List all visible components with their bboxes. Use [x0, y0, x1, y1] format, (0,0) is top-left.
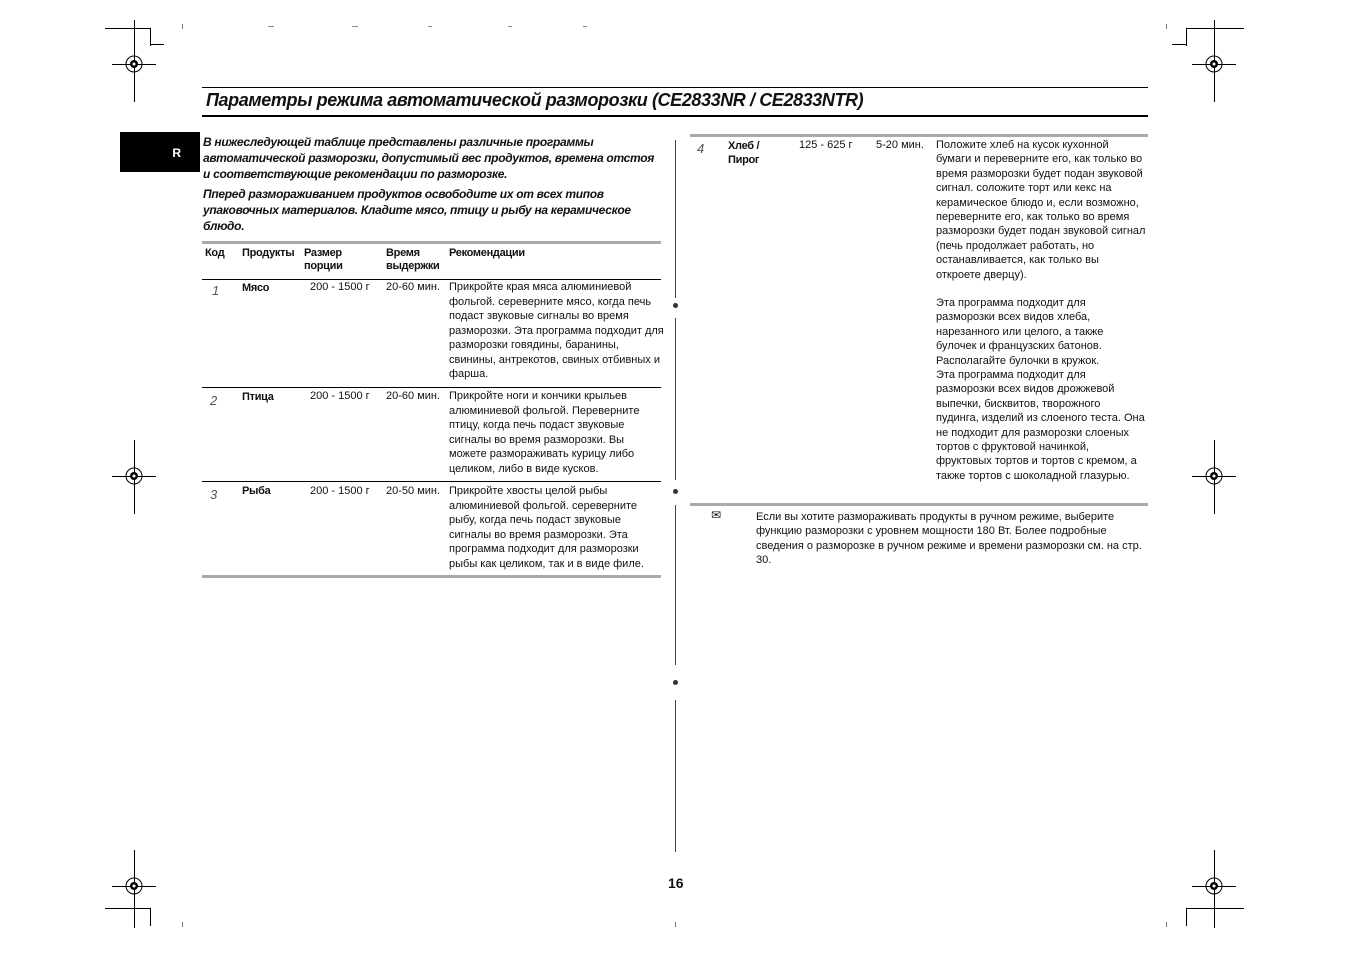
divider-dot [673, 303, 678, 308]
table-bottom-rule [202, 575, 661, 578]
center-divider [675, 505, 676, 665]
title-top-rule [202, 87, 1148, 88]
row-product: Рыба [242, 485, 271, 497]
language-tab-label: R [172, 146, 181, 160]
row-time: 5-20 мин. [876, 139, 924, 151]
page-title: Параметры режима автоматической разморозки (CE2833NR / CE2833NTR) [206, 90, 864, 110]
center-divider [675, 140, 676, 298]
header-recommendations: Рекомендации [449, 247, 525, 259]
intro-paragraph-1: В нижеследующей таблице представлены различные программы автоматической разморозки, допустимый вес продуктов, времена отстоя и соответствующие рекомендации по разморозке. [203, 135, 655, 181]
table-top-rule [202, 241, 661, 244]
row-time: 20-60 мин. [386, 390, 441, 402]
row-portion: 200 - 1500 г [310, 281, 370, 293]
row-time: 20-50 мин. [386, 485, 441, 497]
row-divider [202, 387, 661, 388]
row-product-line2: Пирог [728, 154, 760, 166]
row-product [728, 139, 759, 167]
row-portion: 125 - 625 г [799, 139, 853, 151]
row-portion: 200 - 1500 г [310, 485, 370, 497]
header-portion-line2: порции [304, 260, 343, 272]
row-code: 2 [210, 393, 218, 408]
row-product-line1: Хлеб / [728, 140, 760, 152]
row-code: 4 [697, 141, 705, 156]
row-recommendation: Прикройте края мяса алюминиевой фольгой. сереверните мясо, когда печь подаст звуковые сигналы во время разморозки. Эта программа подходит для разморозки говядины, баранины, свинины, антрекотов, свиных отбивных и фарша. [449, 281, 664, 380]
table-top-rule [690, 134, 1148, 137]
row-recommendation-3: Эта программа подходит для разморозки всех видов дрожжевой выпечки, бисквитов, творожного пудинга, изделий из слоеного теста. Она не подходит для разморозки слоеных тортов с фруктовой начинкой, фруктовых тортов и тортов с кремом, а также тортов с шоколадной глазурью. [936, 369, 1145, 482]
row-recommendation: Прикройте ноги и кончики крыльев алюминиевой фольгой. Переверните птицу, когда печь подаст звуковые сигналы во время разморозки. Вы можете размораживать курицу либо целиком, либо в виде кусков. [449, 390, 640, 475]
header-portion-line1: Размер [304, 247, 342, 259]
page-number: 16 [668, 875, 684, 891]
row-portion: 200 - 1500 г [310, 390, 370, 402]
header-products: Продукты [242, 247, 295, 259]
row-divider [202, 481, 661, 482]
row-recommendation-2: Эта программа подходит для разморозки всех видов хлеба, нарезанного или целого, а также булочек и французских батонов. Располагайте булочки в кружок. [936, 297, 1104, 367]
center-divider [675, 700, 676, 852]
header-time-line1: Время [386, 247, 420, 259]
header-portion [304, 247, 343, 273]
row-product: Мясо [242, 282, 270, 294]
center-divider [675, 318, 676, 480]
table-bottom-rule [690, 503, 1148, 506]
divider-dot [673, 680, 678, 685]
row-code: 3 [210, 487, 218, 502]
header-time [386, 247, 440, 273]
divider-dot [673, 489, 678, 494]
header-code: Код [205, 247, 225, 259]
header-time-line2: выдержки [386, 260, 440, 272]
title-bottom-rule [202, 115, 1148, 117]
row-recommendation: Прикройте хвосты целой рыбы алюминиевой фольгой. сереверните рыбу, когда печь подаст звуковые сигналы во время разморозки. Эта программа подходит для разморозки рыбы как целиком, так и в виде филе. [449, 485, 644, 570]
row-product: Птица [242, 391, 274, 403]
row-recommendation: Положите хлеб на кусок кухонной бумаги и переверните его, как только во время разморозки будет подан звуковой сигнал. соложите торт или кекс на керамическое блюдо и, если возможно, переверните его, как только во время разморозки будет подан звуковой сигнал (печь продолжает работать, но останавливается, как только вы откроете дверцу). [936, 139, 1146, 281]
row-time: 20-60 мин. [386, 281, 441, 293]
row-code: 1 [212, 283, 220, 298]
language-tab [120, 132, 200, 172]
intro-paragraph-2: Пперед размораживанием продуктов освободите их от всех типов упаковочных материалов. Кладите мясо, птицу и рыбу на керамическое блюдо. [203, 187, 631, 233]
note-icon: ✉ [711, 508, 722, 522]
note-text: Если вы хотите размораживать продукты в ручном режиме, выберите функцию разморозки с уровнем мощности 180 Вт. Более подробные сведения о разморозке в ручном режиме и времени разморозки см. на стр. 30. [756, 511, 1142, 567]
